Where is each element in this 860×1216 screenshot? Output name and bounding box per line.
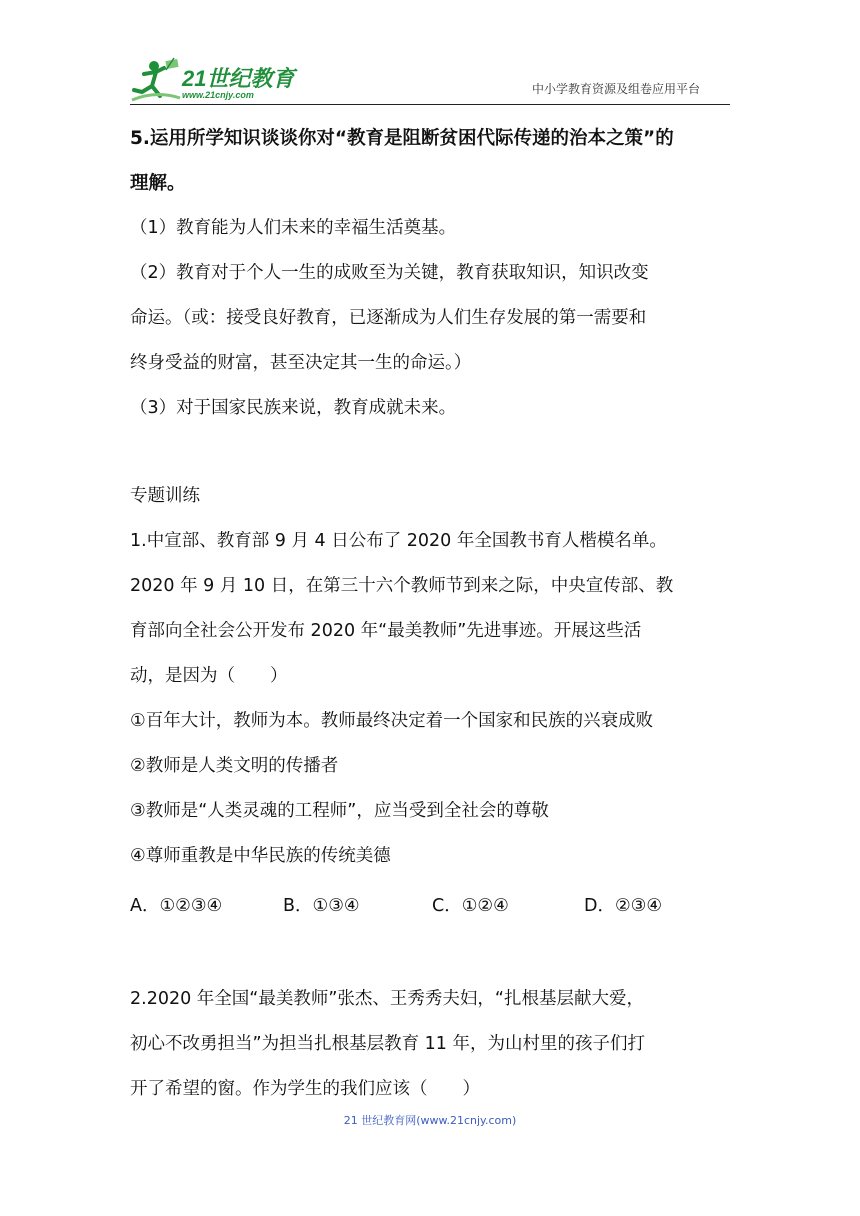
q5-answer-line: 终身受益的财富，甚至决定其一生的命运。） [130,353,472,373]
q1-line: 1.中宣部、教育部 9 月 4 日公布了 2020 年全国教书育人楷模名单。 [130,531,667,551]
q1-statement: ①百年大计，教师为本。教师最终决定着一个国家和民族的兴衰成败 [130,711,654,731]
page-footer: 21 世纪教育网(www.21cnjy.com) [343,1114,517,1127]
question-1 [130,519,734,879]
q1-statement: ③教师是“人类灵魂的工程师”，应当受到全社会的尊敬 [130,801,549,821]
q5-answer-line: （3）对于国家民族来说，教育成就未来。 [130,398,457,418]
header-divider [130,104,730,105]
runner-logo-icon [130,56,182,106]
q1-line: 育部向全社会公开发布 2020 年“最美教师”先进事迹。开展这些活 [130,621,642,641]
question-2 [130,977,734,1112]
q1-statement: ②教师是人类文明的传播者 [130,756,339,776]
q2-line: 2.2020 年全国“最美教师”张杰、王秀秀夫妇，“扎根基层献大爱， [130,989,644,1009]
platform-name: 中小学教育资源及组卷应用平台 [531,82,700,96]
option-a: A．①②③④ [130,896,223,916]
page-header [130,56,730,106]
option-b: B．①③④ [283,896,360,916]
q2-line: 初心不改勇担当”为担当扎根基层教育 11 年，为山村里的孩子们打 [130,1034,645,1054]
q5-title-line: 理解。 [130,173,186,194]
q1-line: 2020 年 9 月 10 日，在第三十六个教师节到来之际，中央宣传部、教 [130,576,674,596]
option-d: D．②③④ [584,896,663,916]
q1-line: 动，是因为（ ） [130,666,288,686]
q5-title-line: 5.运用所学知识谈谈你对“教育是阻断贫困代际传递的治本之策”的 [130,128,674,149]
q2-line: 开了希望的窗。作为学生的我们应该（ ） [130,1079,480,1099]
logo-url: www.21cnjy.com [182,90,254,100]
site-logo [130,56,300,106]
q5-answer-line: （1）教育能为人们未来的幸福生活奠基。 [130,218,457,238]
q5-answer-line: （2）教育对于个人一生的成败至为关键，教育获取知识，知识改变 [130,263,649,283]
option-c: C．①②④ [432,896,509,916]
section-heading [130,474,734,519]
section-title: 专题训练 [130,486,200,506]
q1-statement: ④尊师重教是中华民族的传统美德 [130,846,391,866]
question-5 [130,116,734,431]
logo-text: 21世纪教育 [182,66,295,91]
q5-answer-line: 命运。（或：接受良好教育，已逐渐成为人们生存发展的第一需要和 [130,308,647,328]
